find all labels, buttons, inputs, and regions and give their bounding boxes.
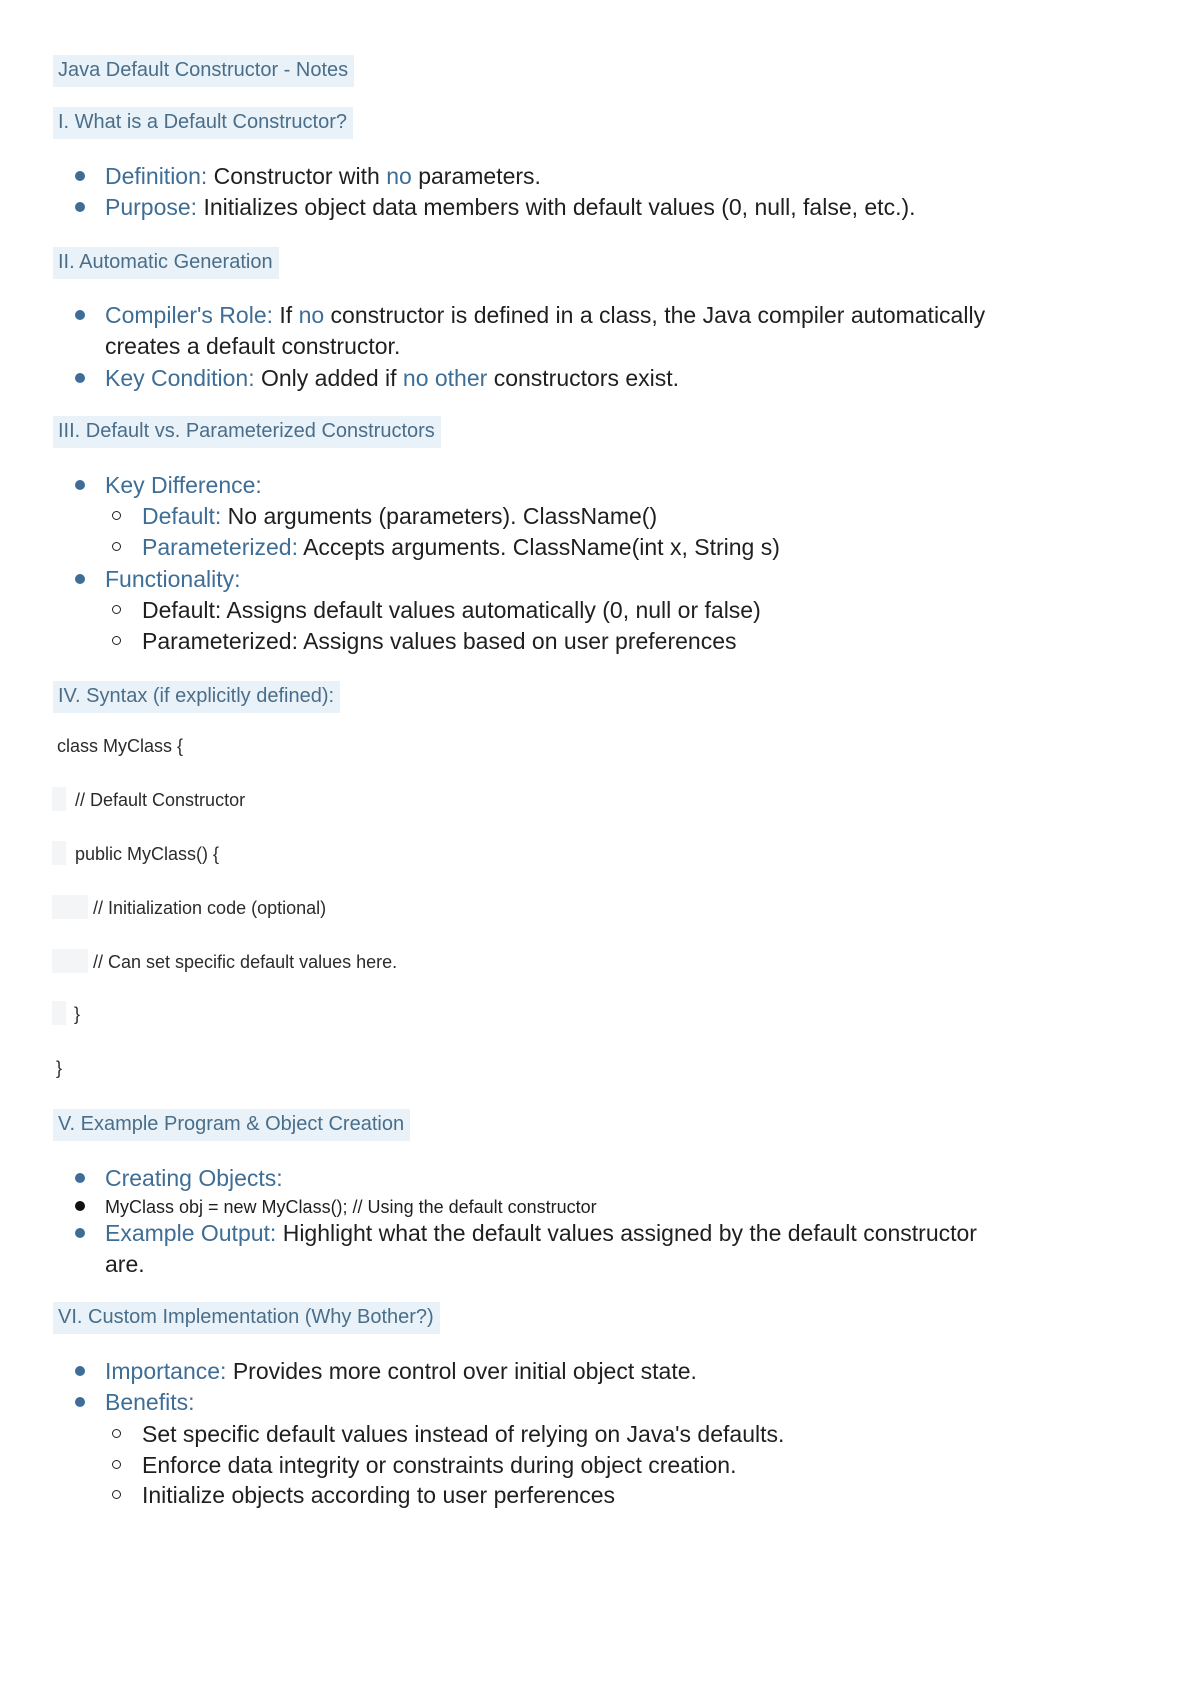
section-4-heading: IV. Syntax (if explicitly defined): <box>53 681 340 713</box>
bullet-icon <box>75 1366 85 1376</box>
code-indent <box>52 841 66 865</box>
benefits-item: Benefits: <box>105 1389 195 1415</box>
section-3-heading: III. Default vs. Parameterized Constructors <box>53 416 441 448</box>
sub-bullet-icon <box>112 636 121 645</box>
code-indent <box>52 949 88 973</box>
parameterized-functionality-item: Parameterized: Assigns values based on user preferences <box>142 628 737 654</box>
example-output-item: Example Output: Highlight what the default values assigned by the default constructor <box>105 1220 977 1246</box>
object-creation-code: MyClass obj = new MyClass(); // Using the default constructor <box>105 1197 597 1217</box>
functionality-item: Functionality: <box>105 566 241 592</box>
code-line: public MyClass() { <box>75 844 220 864</box>
bullet-icon <box>75 1397 85 1407</box>
compiler-role-continuation: creates a default constructor. <box>105 333 401 359</box>
code-comment: // Initialization code (optional) <box>93 898 327 918</box>
benefit-item: Set specific default values instead of relying on Java's defaults. <box>142 1421 785 1447</box>
bullet-icon <box>75 310 85 320</box>
code-line: } <box>74 1004 81 1024</box>
default-diff-item: Default: No arguments (parameters). ClassName() <box>142 503 658 529</box>
code-comment: // Can set specific default values here. <box>93 952 398 972</box>
purpose-item: Purpose: Initializes object data members with default values (0, null, false, etc.). <box>105 194 916 220</box>
key-difference-item: Key Difference: <box>105 472 262 498</box>
key-condition-item: Key Condition: Only added if no other constructors exist. <box>105 365 680 391</box>
section-1-heading: I. What is a Default Constructor? <box>53 107 353 139</box>
sub-bullet-icon <box>112 511 121 520</box>
sub-bullet-icon <box>112 1460 121 1469</box>
code-line: } <box>56 1058 63 1078</box>
code-indent <box>52 787 66 811</box>
section-5-heading: V. Example Program & Object Creation <box>53 1109 410 1141</box>
bullet-icon <box>75 480 85 490</box>
sub-bullet-icon <box>112 1490 121 1499</box>
sub-bullet-icon <box>112 542 121 551</box>
code-line: class MyClass { <box>57 736 184 756</box>
bullet-icon <box>75 1173 85 1183</box>
bullet-icon <box>75 373 85 383</box>
sub-bullet-icon <box>112 605 121 614</box>
code-comment: // Default Constructor <box>75 790 246 810</box>
code-indent <box>52 1001 66 1025</box>
code-indent <box>52 895 88 919</box>
section-6-heading: VI. Custom Implementation (Why Bother?) <box>53 1302 440 1334</box>
benefit-item: Initialize objects according to user perferences <box>142 1482 616 1508</box>
parameterized-diff-item: Parameterized: Accepts arguments. ClassName(int x, String s) <box>142 534 780 560</box>
sub-bullet-icon <box>112 1429 121 1438</box>
bullet-icon <box>75 202 85 212</box>
creating-objects-item: Creating Objects: <box>105 1165 283 1191</box>
importance-item: Importance: Provides more control over initial object state. <box>105 1358 697 1384</box>
bullet-icon <box>75 171 85 181</box>
section-2-heading: II. Automatic Generation <box>53 247 279 279</box>
benefit-item: Enforce data integrity or constraints during object creation. <box>142 1452 737 1478</box>
bullet-icon <box>75 1201 85 1211</box>
page-title: Java Default Constructor - Notes <box>53 55 354 87</box>
compiler-role-item: Compiler's Role: If no constructor is defined in a class, the Java compiler automatically <box>105 302 986 328</box>
example-output-continuation: are. <box>105 1251 145 1277</box>
bullet-icon <box>75 1228 85 1238</box>
bullet-icon <box>75 574 85 584</box>
default-functionality-item: Default: Assigns default values automatically (0, null or false) <box>142 597 761 623</box>
definition-item: Definition: Constructor with no parameters. <box>105 163 541 189</box>
